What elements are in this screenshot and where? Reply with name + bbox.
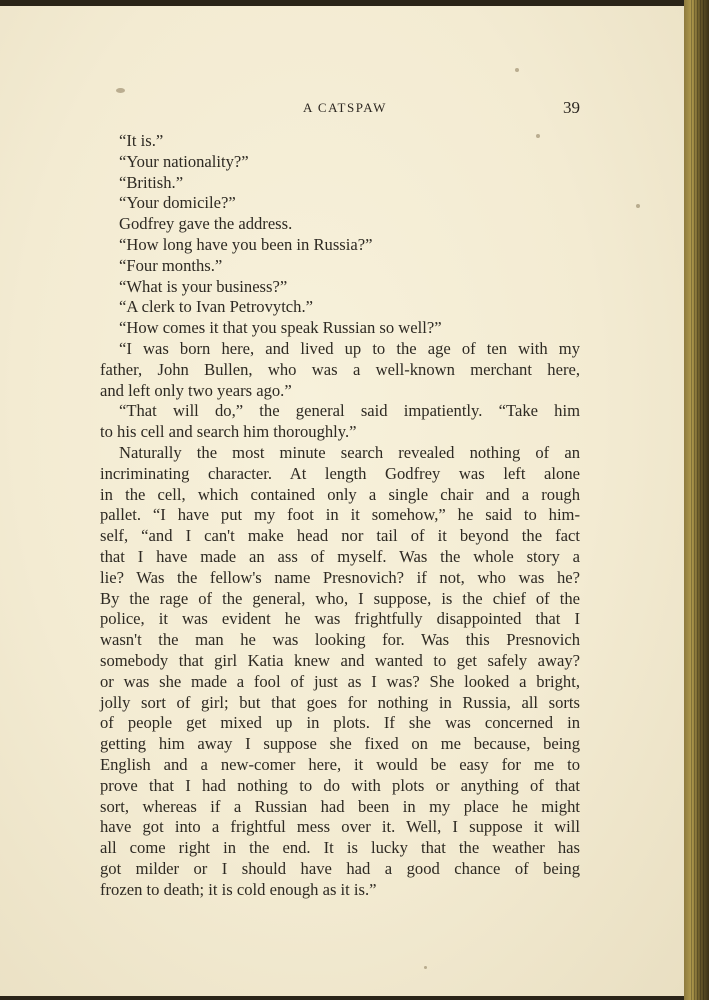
text-line: of people get mixed up in plots. If she was concerned in [100, 713, 580, 733]
text-line: and left only two years ago.” [100, 380, 292, 400]
text-line: “How comes it that you speak Russian so well?” [119, 318, 442, 338]
text-line: Naturally the most minute search revealed nothing of an [119, 442, 580, 462]
text-line: self, “and I can't make head nor tail of it beyond the fact [100, 526, 580, 546]
running-head: A CATSPAW [303, 100, 387, 115]
text-line: By the rage of the general, who, I suppose, is the chief of the [100, 588, 580, 608]
text-line: “British.” [119, 172, 184, 192]
text-line: got milder or I should have had a good chance of being [100, 858, 580, 878]
text-line: have got into a frightful mess over it. Well, I suppose it will [100, 817, 580, 837]
paper-speck [515, 68, 519, 72]
text-line: somebody that girl Katia knew and wanted to get safely away? [100, 650, 580, 670]
book-page [0, 6, 684, 996]
text-line: “I was born here, and lived up to the age of ten with my [119, 338, 580, 358]
text-line: English and a new-comer here, it would be easy for me to [100, 754, 580, 774]
text-line: “How long have you been in Russia?” [119, 234, 373, 254]
text-line: or was she made a fool of just as I was? She looked a bright, [100, 671, 580, 691]
text-line: incriminating character. At length Godfrey was left alone [100, 463, 580, 483]
text-line: “That will do,” the general said impatiently. “Take him [119, 401, 580, 421]
text-line: “What is your business?” [119, 276, 288, 296]
text-line: sort, whereas if a Russian had been in my place he might [100, 796, 580, 816]
text-line: Godfrey gave the address. [119, 214, 293, 234]
text-line: to his cell and search him thoroughly.” [100, 422, 357, 442]
text-line: all come right in the end. It is lucky that the weather has [100, 838, 580, 858]
text-line: “Four months.” [119, 255, 223, 275]
text-line: getting him away I suppose she fixed on me because, being [100, 734, 580, 754]
paper-speck [116, 88, 125, 93]
text-line: father, John Bullen, who was a well-known merchant here, [100, 359, 580, 379]
page-header [0, 98, 684, 118]
body-text [100, 131, 580, 900]
spine-pages [691, 0, 705, 1000]
text-line: “Your domicile?” [119, 193, 236, 213]
text-line: that I have made an ass of myself. Was the whole story a [100, 546, 580, 566]
page-number: 39 [563, 98, 580, 117]
text-line: “It is.” [119, 131, 164, 150]
text-line: “A clerk to Ivan Petrovytch.” [119, 297, 313, 317]
text-line: pallet. “I have put my foot in it somehow,” he said to him- [100, 505, 580, 525]
paper-speck [636, 204, 640, 208]
paper-speck [424, 966, 427, 969]
text-line: “Your nationality?” [119, 151, 249, 171]
text-line: police, it was evident he was frightfully disappointed that I [100, 609, 580, 629]
text-line: jolly sort of girl; but that goes for nothing in Russia, all sorts [100, 692, 580, 712]
text-line: in the cell, which contained only a single chair and a rough [100, 484, 580, 504]
text-line: wasn't the man he was looking for. Was this Presnovich [100, 630, 580, 650]
text-line: frozen to death; it is cold enough as it is.” [100, 879, 377, 899]
text-line: lie? Was the fellow's name Presnovich? if not, who was he? [100, 567, 580, 587]
book-spine [684, 0, 709, 1000]
text-line: prove that I had nothing to do with plots or anything of that [100, 775, 580, 795]
